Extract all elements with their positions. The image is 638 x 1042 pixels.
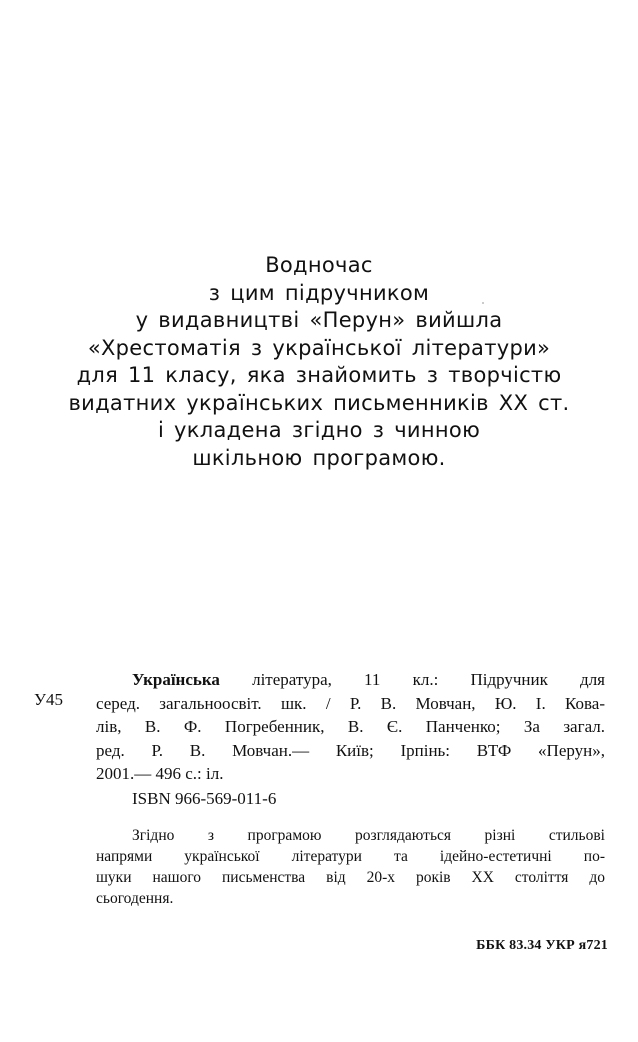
entry-line-text: література, 11 кл.: Підручник для — [252, 670, 605, 689]
announcement-line: шкільною програмою. — [192, 445, 446, 470]
library-code: У45 — [34, 690, 64, 709]
entry-line: 2001.— 496 с.: іл. — [96, 764, 224, 783]
announcement-line: для 11 класу, яка знайомить з творчістю — [76, 363, 562, 387]
entry-line: ред. Р. В. Мовчан.— Київ; Ірпінь: ВТФ «Перун», — [96, 740, 605, 760]
annotation-line: сьогодення. — [96, 890, 174, 907]
annotation-line: шуки нашого письменства від 20-х років XX століття до — [96, 869, 605, 886]
publisher-announcement — [30, 252, 608, 472]
announcement-line: з цим підручником — [208, 280, 430, 305]
announcement-line: «Хрестоматія з української літератури» — [87, 335, 551, 360]
entry-line-first — [96, 668, 605, 692]
isbn: ISBN 966-569-011-6 — [132, 788, 277, 808]
bbk-code: ББК 83.34 УКР я721 — [476, 938, 608, 953]
announcement-line: видатних українських письменників XX ст. — [68, 390, 570, 415]
entry-line: лів, В. Ф. Погребенник, В. Є. Панченко; За загал. — [96, 717, 605, 736]
announcement-line: у видавництві «Перун» вийшла — [135, 308, 503, 332]
book-title: Українська — [132, 670, 220, 689]
annotation — [96, 825, 605, 909]
bibliographic-entry — [96, 668, 605, 810]
entry-line: серед. загальноосвіт. шк. / Р. В. Мовчан, Ю. І. Кова- — [96, 693, 605, 713]
annotation-line: напрями української літератури та ідейно-естетичні по- — [96, 848, 605, 865]
announcement-line: і укладена згідно з чинною — [157, 418, 481, 442]
annotation-line: Згідно з програмою розглядаються різні стильові — [132, 827, 605, 844]
catalog-record — [34, 668, 614, 810]
announcement-line: Водночас — [265, 253, 373, 277]
print-speck — [482, 302, 484, 304]
